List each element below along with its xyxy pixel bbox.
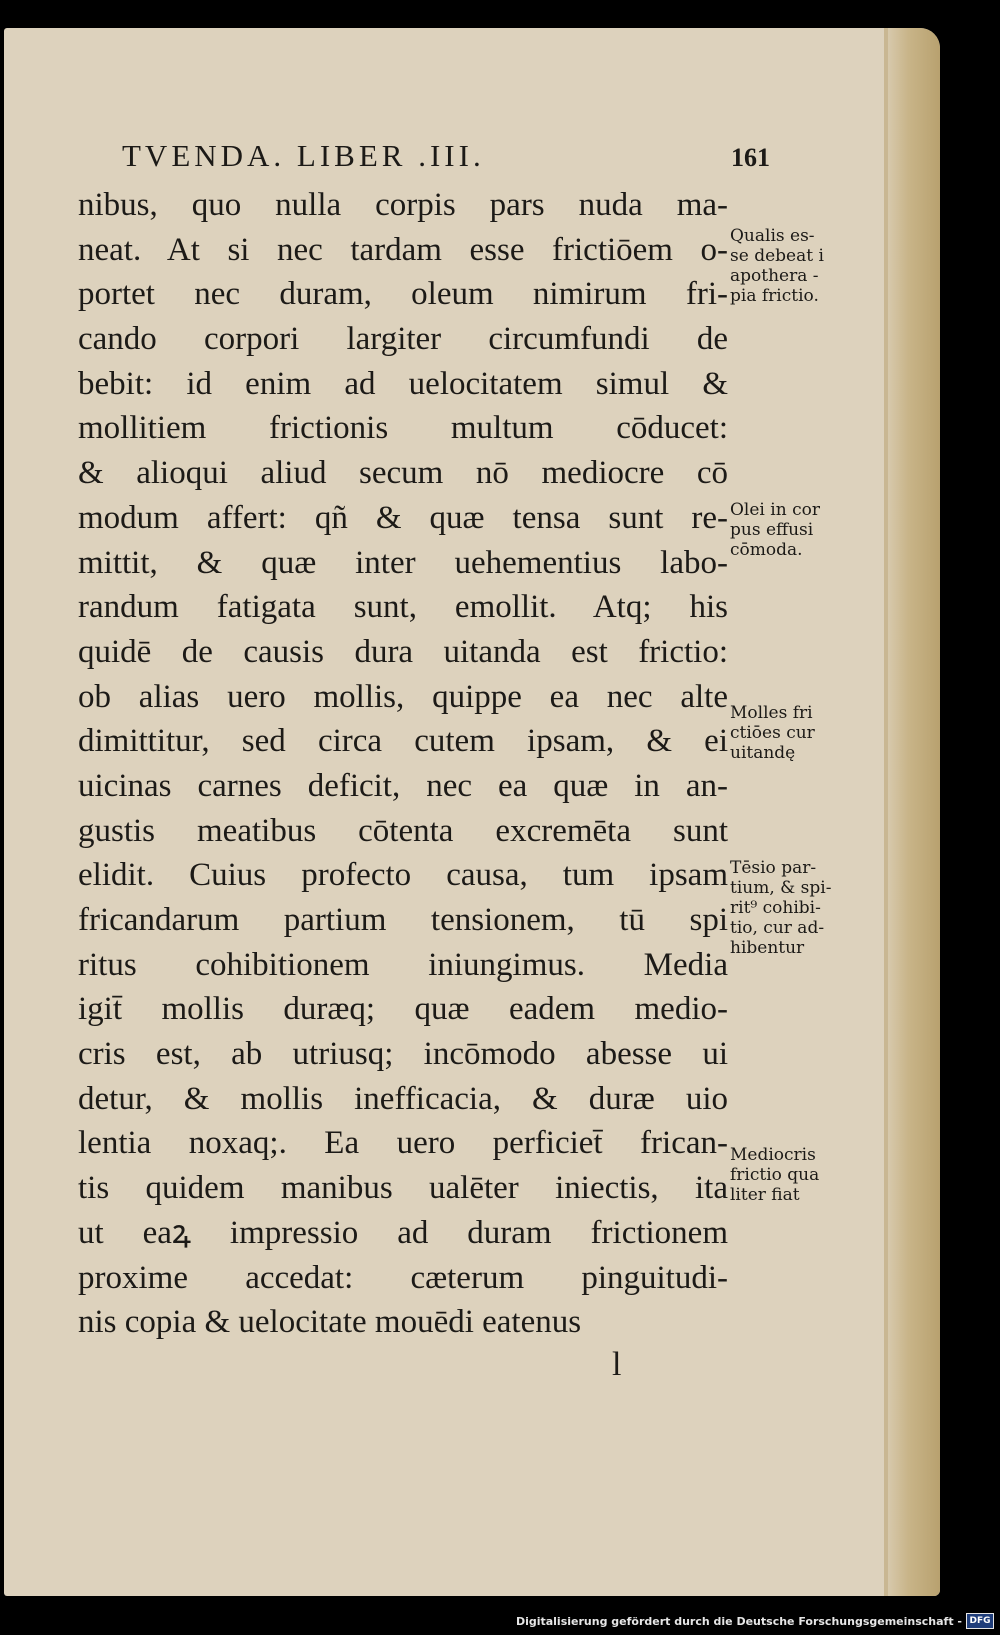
text-line: proxime accedat: cæterum pinguitudi- — [78, 1259, 728, 1296]
text-line: uicinas carnes deficit, nec ea quæ in an- — [78, 767, 728, 804]
body-text — [78, 183, 728, 1345]
marginal-note — [730, 500, 860, 560]
running-head: TVENDA. LIBER .III. — [122, 138, 485, 173]
text-line: & alioqui aliud secum nō mediocre cō — [78, 455, 728, 492]
text-line: tis quidem manibus ualēter iniectis, ita — [78, 1170, 728, 1207]
text-line: portet nec duram, oleum nimirum fri- — [78, 276, 728, 313]
marginal-note-line: Olei in cor — [730, 500, 820, 520]
marginal-note-line: Mediocris — [730, 1145, 816, 1165]
marginal-note-line: se debeat i — [730, 246, 824, 266]
page-header — [122, 138, 770, 178]
page-number: 161 — [731, 143, 770, 172]
marginal-note-line: Molles fri — [730, 703, 813, 723]
text-line: mittit, & quæ inter uehementius labo- — [78, 544, 728, 581]
text-line: gustis meatibus cōtenta excremēta sunt — [78, 812, 728, 849]
text-line: modum affert: qñ & quæ tensa sunt re- — [78, 499, 728, 536]
book-page — [4, 28, 940, 1596]
marginal-note-line: liter fiat — [730, 1185, 800, 1205]
marginal-note-line: ctiōes cur — [730, 723, 815, 743]
marginal-note-line: tium, & spi- — [730, 878, 832, 898]
text-line: cris est, ab utriusq; incōmodo abesse ui — [78, 1036, 728, 1073]
text-line: ritus cohibitionem iniungimus. Media — [78, 946, 728, 983]
marginal-note-line: Qualis es- — [730, 226, 815, 246]
marginal-note — [730, 1145, 860, 1205]
text-line: fricandarum partium tensionem, tū spi — [78, 902, 728, 938]
marginal-note-line: rit⁹ cohibi- — [730, 898, 821, 918]
text-line: dimittitur, sed circa cutem ipsam, & ei — [78, 723, 728, 760]
text-line: elidit. Cuius profecto causa, tum ipsam — [78, 857, 728, 894]
page-fore-edge — [888, 28, 940, 1596]
marginal-note-line: Tēsio par- — [730, 858, 817, 878]
marginal-note — [730, 226, 860, 306]
text-line: quidē de causis dura uitanda est frictio: — [78, 633, 728, 670]
marginal-note-line: pus effusi — [730, 520, 814, 540]
marginal-note-line: uitandę — [730, 743, 796, 763]
marginal-note-line: apothera - — [730, 266, 819, 286]
marginal-note-line: pia frictio. — [730, 286, 819, 306]
text-line: detur, & mollis inefficacia, & duræ uio — [78, 1080, 728, 1117]
marginal-note-line: tio, cur ad- — [730, 918, 825, 938]
marginal-note-line: frictio qua — [730, 1165, 820, 1185]
dfg-logo: DFG — [966, 1613, 994, 1629]
text-line: bebit: id enim ad uelocitatem simul & — [78, 365, 728, 402]
marginal-note-line: cōmoda. — [730, 540, 803, 560]
text-line: nis copia & uelocitate mouēdi eatenus — [78, 1304, 582, 1341]
digitization-credit: Digitalisierung gefördert durch die Deutsche Forschungsgemeinschaft - — [515, 1615, 962, 1628]
text-line: ut eaꝝ impressio ad duram frictionem — [78, 1214, 728, 1251]
marginal-note-line: hibentur — [730, 938, 805, 958]
marginal-note — [730, 858, 860, 958]
text-line: ob alias uero mollis, quippe ea nec alte — [78, 678, 728, 715]
text-line: neat. At si nec tardam esse frictiōem o- — [78, 231, 728, 268]
text-line: nibus, quo nulla corpis pars nuda ma- — [78, 187, 728, 223]
text-line: cando corpori largiter circumfundi de — [78, 321, 728, 358]
text-line: lentia noxaq;. Ea uero perficiet̄ frican- — [78, 1125, 728, 1162]
catchword: l — [612, 1346, 622, 1383]
text-line: mollitiem frictionis multum cōducet: — [78, 410, 728, 447]
text-line: igit̄ mollis duræq; quæ eadem medio- — [78, 991, 728, 1028]
text-line: randum fatigata sunt, emollit. Atq; his — [78, 589, 728, 626]
marginal-note — [730, 703, 860, 763]
